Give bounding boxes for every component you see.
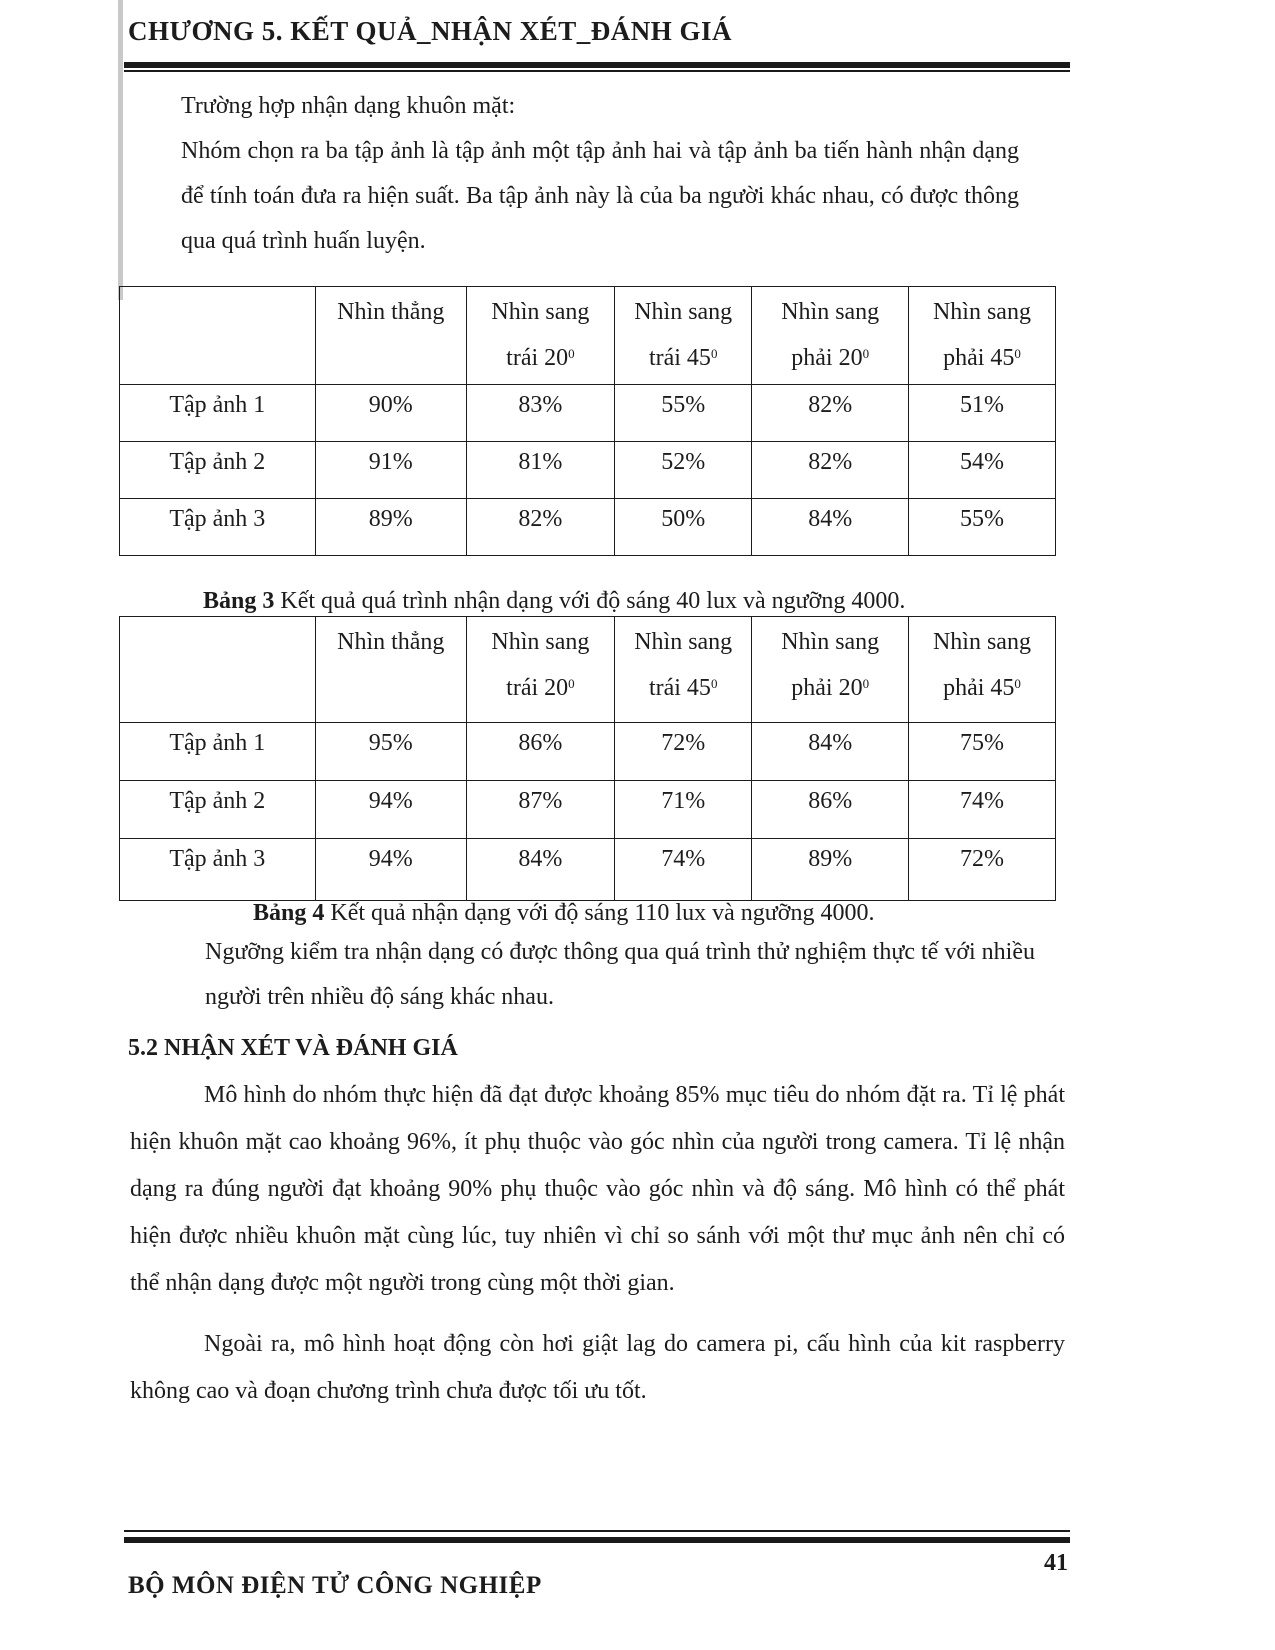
results-table-4: [119, 616, 1056, 901]
column-header: Nhìn sang trái $20^0$: [466, 617, 614, 723]
footer-rule: [124, 1537, 1070, 1543]
table-cell: 83%: [466, 385, 614, 442]
table-cell: 50%: [614, 499, 751, 556]
table-cell: 84%: [752, 499, 909, 556]
table-header-row: [120, 287, 1056, 385]
table-cell: 94%: [315, 839, 466, 901]
row-label: Tập ảnh 1: [120, 723, 316, 781]
row-label: Tập ảnh 2: [120, 781, 316, 839]
table-cell: 84%: [466, 839, 614, 901]
column-header: Nhìn thẳng: [315, 617, 466, 723]
results-table-3: [119, 286, 1056, 556]
row-label: Tập ảnh 3: [120, 499, 316, 556]
table-cell: 95%: [315, 723, 466, 781]
table-cell: 71%: [614, 781, 751, 839]
column-header: Nhìn sang phải $20^0$: [752, 287, 909, 385]
table-cell: 82%: [466, 499, 614, 556]
table-row: [120, 839, 1056, 901]
table-cell: 87%: [466, 781, 614, 839]
table-4-caption: Bảng 4 Kết quả nhận dạng với độ sáng 110 lux và ngưỡng 4000.: [253, 900, 875, 926]
table-row: [120, 723, 1056, 781]
table-row: [120, 781, 1056, 839]
column-header: Nhìn sang trái $45^0$: [614, 617, 751, 723]
section-paragraph-1: Mô hình do nhóm thực hiện đã đạt được khoảng 85% mục tiêu do nhóm đặt ra. Tỉ lệ phát hiện khuôn mặt cao khoảng 96%, ít phụ thuộc vào góc nhìn của người trong camera. Tỉ lệ nhận dạng ra đúng người đạt khoảng 90% phụ thuộc vào góc nhìn và độ sáng. Mô hình có thể phát hiện được nhiều khuôn mặt cùng lúc, tuy nhiên vì chỉ so sánh với một thư mục ảnh nên chỉ có thể nhận dạng được một người trong cùng một thời gian.: [130, 1082, 1065, 1296]
corner-cell: [120, 287, 316, 385]
intro-paragraph: Nhóm chọn ra ba tập ảnh là tập ảnh một tập ảnh hai và tập ảnh ba tiến hành nhận dạng để tính toán đưa ra hiện suất. Ba tập ảnh này là của ba người khác nhau, có được thông qua quá trình huấn luyện.: [181, 138, 1019, 254]
section-body: [130, 1072, 1065, 1415]
row-label: Tập ảnh 3: [120, 839, 316, 901]
chapter-header-title: CHƯƠNG 5. KẾT QUẢ_NHẬN XÉT_ĐÁNH GIÁ: [128, 16, 733, 46]
table-cell: 72%: [908, 839, 1055, 901]
threshold-note-block: [205, 930, 1035, 1020]
column-header: Nhìn sang trái $45^0$: [614, 287, 751, 385]
table-cell: 75%: [908, 723, 1055, 781]
intro-block: [181, 84, 1019, 264]
column-header: Nhìn thẳng: [315, 287, 466, 385]
table-cell: 55%: [908, 499, 1055, 556]
column-header: Nhìn sang trái $20^0$: [466, 287, 614, 385]
column-header: Nhìn sang phải $20^0$: [752, 617, 909, 723]
table-cell: 54%: [908, 442, 1055, 499]
table-cell: 82%: [752, 385, 909, 442]
table-cell: 90%: [315, 385, 466, 442]
section-paragraph-2: Ngoài ra, mô hình hoạt động còn hơi giật lag do camera pi, cấu hình của kit raspberry không cao và đoạn chương trình chưa được tối ưu tốt.: [130, 1331, 1065, 1404]
header-rule: [124, 62, 1070, 68]
table-cell: 74%: [908, 781, 1055, 839]
table-cell: 51%: [908, 385, 1055, 442]
intro-heading: Trường hợp nhận dạng khuôn mặt:: [181, 93, 516, 119]
table-cell: 94%: [315, 781, 466, 839]
table-cell: 91%: [315, 442, 466, 499]
column-header: Nhìn sang phải $45^0$: [908, 287, 1055, 385]
table-cell: 55%: [614, 385, 751, 442]
column-header: Nhìn sang phải $45^0$: [908, 617, 1055, 723]
table-cell: 72%: [614, 723, 751, 781]
table-row: [120, 442, 1056, 499]
table-row: [120, 499, 1056, 556]
table-cell: 84%: [752, 723, 909, 781]
threshold-note: Ngưỡng kiểm tra nhận dạng có được thông qua quá trình thử nghiệm thực tế với nhiều người trên nhiều độ sáng khác nhau.: [205, 939, 1035, 1010]
row-label: Tập ảnh 1: [120, 385, 316, 442]
table-cell: 89%: [315, 499, 466, 556]
table-cell: 86%: [466, 723, 614, 781]
row-label: Tập ảnh 2: [120, 442, 316, 499]
table-row: [120, 385, 1056, 442]
footer-rule-thin: [124, 1530, 1070, 1532]
table-3-caption: Bảng 3 Kết quả quá trình nhận dạng với độ sáng 40 lux và ngưỡng 4000.: [203, 588, 906, 614]
table-cell: 74%: [614, 839, 751, 901]
page-number: 41: [1044, 1550, 1068, 1576]
header-rule-thin: [124, 70, 1070, 72]
table-cell: 89%: [752, 839, 909, 901]
table-header-row: [120, 617, 1056, 723]
table-cell: 81%: [466, 442, 614, 499]
scan-edge-shadow: [118, 0, 123, 300]
table-cell: 86%: [752, 781, 909, 839]
table-cell: 82%: [752, 442, 909, 499]
table-cell: 52%: [614, 442, 751, 499]
section-heading: 5.2 NHẬN XÉT VÀ ĐÁNH GIÁ: [128, 1035, 458, 1061]
corner-cell: [120, 617, 316, 723]
footer-department: BỘ MÔN ĐIỆN TỬ CÔNG NGHIỆP: [128, 1572, 542, 1599]
